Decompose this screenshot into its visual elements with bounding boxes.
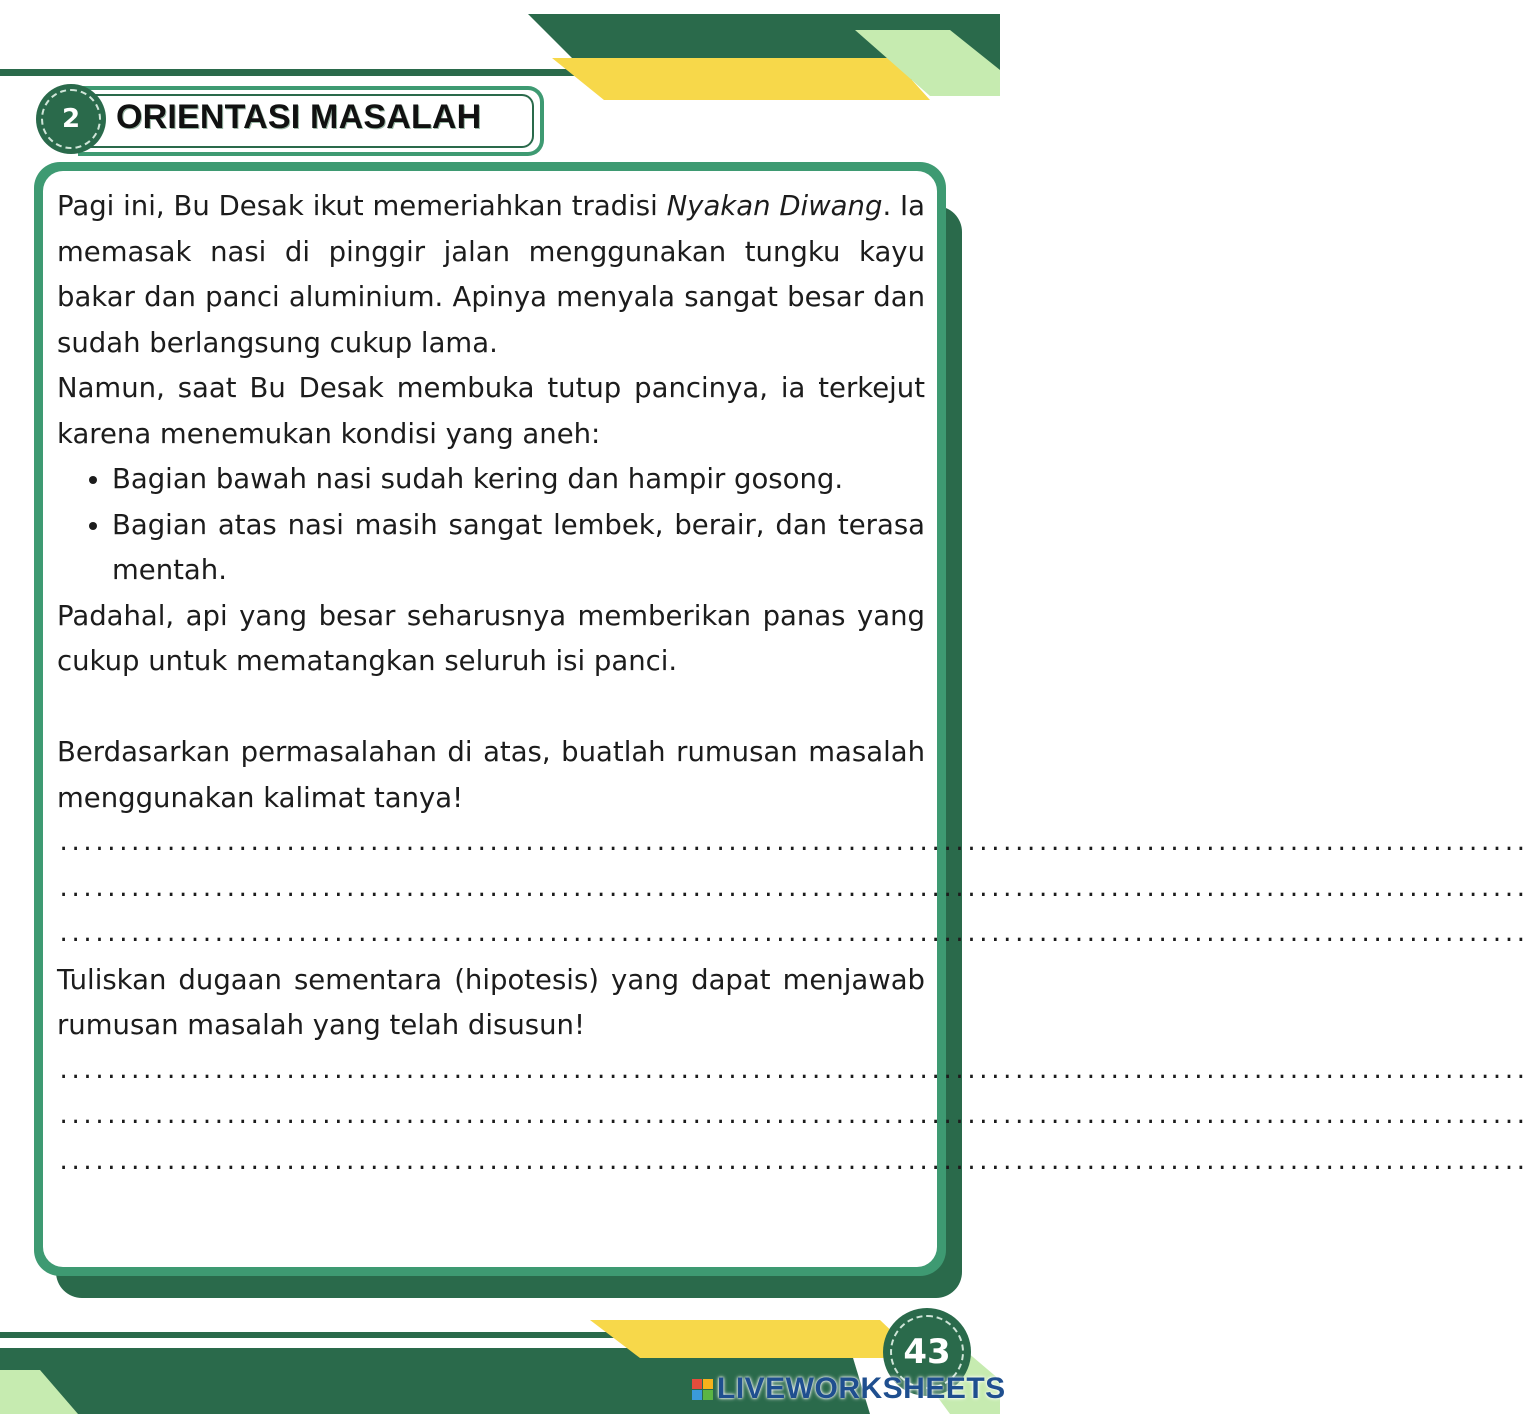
answer-line-3[interactable]: ........................................................................................................................... — [57, 922, 1526, 947]
list-item: • Bagian bawah nasi sudah kering dan hampir gosong. — [112, 457, 925, 503]
answer-line-1[interactable]: ........................................................................................................................... — [57, 831, 1526, 856]
story-paragraph-1: Pagi ini, Bu Desak ikut memeriahkan tradisi Nyakan Diwang. Ia memasak nasi di pinggir jalan menggunakan tungku kayu bakar dan panci aluminium. Apinya menyala sangat besar dan sudah berlangsung cukup lama. — [57, 190, 926, 359]
answer-line-5[interactable]: ........................................................................................................................... — [57, 1104, 1526, 1129]
page-number: 43 — [903, 1332, 951, 1372]
answer-line-4[interactable]: ........................................................................................................................... — [57, 1058, 1526, 1084]
liveworksheets-watermark — [692, 1372, 1006, 1406]
answer-line-6[interactable]: ........................................................................................................................... — [57, 1149, 1526, 1175]
section-number: 2 — [61, 104, 81, 134]
list-item: • Bagian atas nasi masih sangat lembek, berair, dan terasa mentah. — [112, 503, 925, 594]
section-title: ORIENTASI MASALAH — [116, 98, 482, 136]
question-1: Berdasarkan permasalahan di atas, buatlah rumusan masalah menggunakan kalimat tanya! — [57, 736, 925, 814]
liveworksheets-logo-icon — [692, 1379, 713, 1400]
watermark-text: LIVEWORKSHEETS — [717, 1372, 1006, 1405]
condition-list — [57, 457, 925, 594]
story-paragraph-2: Namun, saat Bu Desak membuka tutup pancinya, ia terkejut karena menemukan kondisi yang aneh: — [57, 372, 925, 450]
story-paragraph-3: Padahal, api yang besar seharusnya memberikan panas yang cukup untuk mematangkan seluruh isi panci. — [57, 599, 925, 677]
tradition-name: Nyakan Diwang — [666, 190, 883, 222]
worksheet-content — [57, 184, 1526, 1185]
answer-line-2[interactable]: ........................................................................................................................... — [57, 876, 1526, 902]
section-number-badge — [36, 84, 106, 154]
question-2: Tuliskan dugaan sementara (hipotesis) yang dapat menjawab rumusan masalah yang telah disusun! — [57, 963, 925, 1041]
